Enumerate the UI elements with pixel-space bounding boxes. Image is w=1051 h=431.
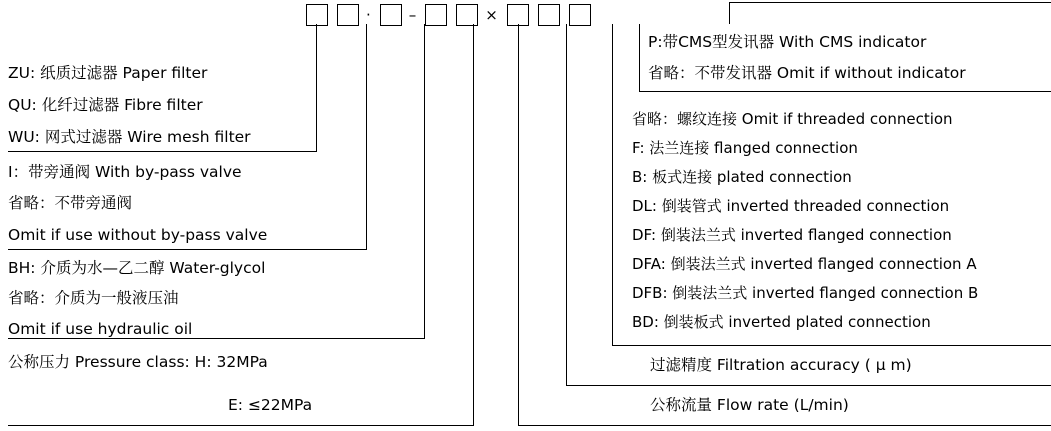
connection-line-8: BD: 倒装板式 inverted plated connection	[632, 313, 931, 331]
code-box-2	[337, 4, 359, 26]
medium-line-3: Omit if use hydraulic oil	[8, 320, 193, 338]
leader-v-indicator-left	[639, 24, 640, 92]
pressure-line-1: 公称压力 Pressure class: H: 32MPa	[8, 353, 268, 371]
code-box-1	[306, 4, 328, 26]
leader-h-indicator-bottom	[639, 91, 1051, 92]
leader-h-bypass	[8, 249, 367, 250]
leader-v-bypass	[366, 24, 367, 249]
leader-h-filter-element	[8, 151, 317, 152]
leader-v-medium	[424, 24, 425, 338]
code-box-7	[538, 4, 560, 26]
code-box-4	[425, 4, 447, 26]
bypass-line-1: I：带旁通阀 With by-pass valve	[8, 163, 242, 181]
leader-v-filter-element	[316, 24, 317, 151]
connection-line-3: B: 板式连接 plated connection	[632, 168, 852, 186]
filter-element-line-1: ZU: 纸质过滤器 Paper filter	[8, 64, 208, 82]
leader-v-indicator	[729, 2, 730, 24]
leader-h-accuracy-bottom	[566, 385, 1051, 386]
connection-line-5: DF: 倒装法兰式 inverted flanged connection	[632, 226, 952, 244]
indicator-line-2: 省略：不带发讯器 Omit if without indicator	[648, 64, 966, 82]
leader-v-flowrate	[518, 24, 519, 425]
code-box-3	[380, 4, 402, 26]
leader-v-accuracy	[566, 24, 567, 386]
leader-h-indicator-top	[729, 2, 1051, 3]
flowrate-line-1: 公称流量 Flow rate (L/min)	[650, 396, 849, 414]
filter-element-line-2: QU: 化纤过滤器 Fibre filter	[8, 96, 203, 114]
connection-line-4: DL: 倒装管式 inverted threaded connection	[632, 197, 950, 215]
pressure-line-2: E: ≤22MPa	[228, 396, 313, 414]
separator-dash: –	[408, 6, 417, 24]
accuracy-line-1: 过滤精度 Filtration accuracy ( μ m)	[650, 356, 912, 374]
code-box-5	[456, 4, 478, 26]
bypass-line-2: 省略：不带旁通阀	[8, 194, 133, 212]
code-box-8	[569, 4, 591, 26]
leader-v-pressure	[473, 24, 474, 425]
leader-h-pressure	[8, 425, 474, 426]
leader-v-connection	[612, 24, 613, 346]
code-boxes-row	[306, 2, 600, 28]
separator-times: ×	[485, 6, 498, 24]
connection-line-6: DFA: 倒装法兰式 inverted flanged connection A	[632, 255, 977, 273]
connection-line-7: DFB: 倒装法兰式 inverted flanged connection B	[632, 284, 979, 302]
indicator-line-1: P:带CMS型发讯器 With CMS indicator	[648, 33, 927, 51]
medium-line-1: BH: 介质为水—乙二醇 Water-glycol	[8, 259, 266, 277]
connection-line-2: F: 法兰连接 flanged connection	[632, 139, 858, 157]
code-box-6	[507, 4, 529, 26]
bypass-line-3: Omit if use without by-pass valve	[8, 226, 268, 244]
leader-h-connection-bottom	[612, 345, 1051, 346]
medium-line-2: 省略：介质为一般液压油	[8, 289, 179, 307]
leader-h-flowrate-bottom	[518, 425, 1051, 426]
filter-element-line-3: WU: 网式过滤器 Wire mesh filter	[8, 128, 251, 146]
connection-line-1: 省略：螺纹连接 Omit if threaded connection	[632, 110, 953, 128]
separator-dot: ·	[366, 6, 371, 24]
